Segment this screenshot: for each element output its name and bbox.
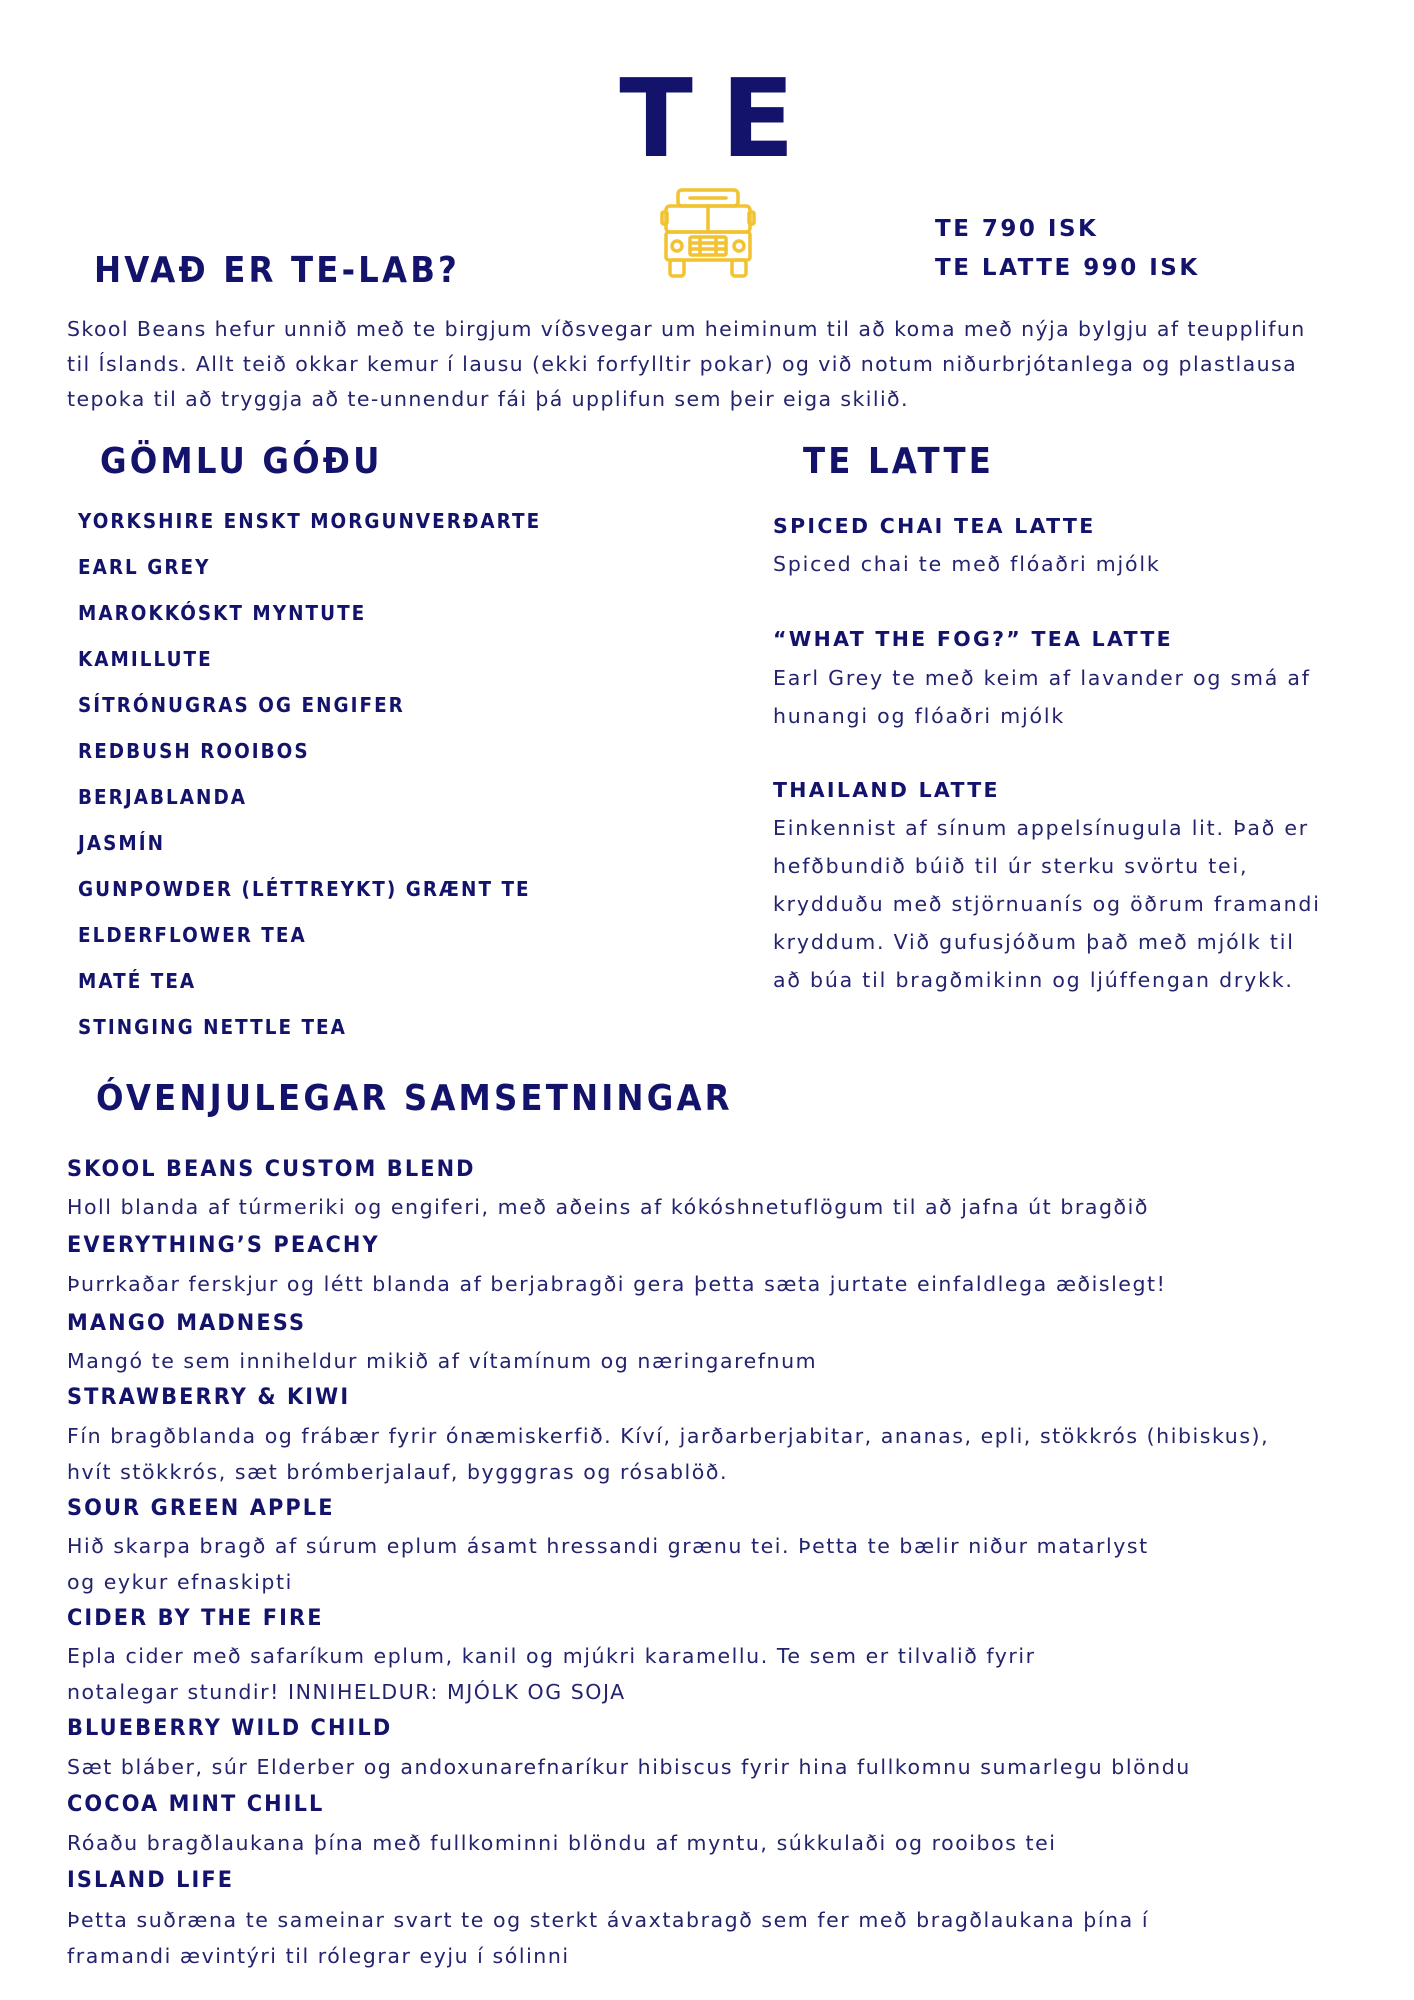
- blend-desc-line: Hið skarpa bragð af súrum eplum ásamt hressandi grænu tei. Þetta te bælir niður matarlyst: [67, 1534, 1149, 1558]
- blend-item-name: SKOOL BEANS CUSTOM BLEND: [67, 1157, 476, 1182]
- blend-item-name: BLUEBERRY WILD CHILD: [67, 1716, 393, 1741]
- intro-line: til Íslands. Allt teið okkar kemur í lausu (ekki forfylltir pokar) og við notum niðurbrjótanlega og plastlausa: [67, 352, 1298, 376]
- classic-tea-item: STINGING NETTLE TEA: [78, 1015, 347, 1039]
- intro-heading: HVAÐ ER TE-LAB?: [94, 250, 461, 291]
- blend-desc-line: Sæt bláber, súr Elderber og andoxunarefnaríkur hibiscus fyrir hina fullkomnu sumarlegu blöndu: [67, 1755, 1191, 1779]
- classic-tea-item: KAMILLUTE: [78, 647, 213, 671]
- unusual-heading: ÓVENJULEGAR SAMSETNINGAR: [96, 1078, 733, 1119]
- latte-item-name: THAILAND LATTE: [773, 778, 1000, 802]
- intro-line: Skool Beans hefur unnið með te birgjum víðsvegar um heiminum til að koma með nýja bylgju af teupplifun: [67, 317, 1306, 341]
- latte-desc-line: Earl Grey te með keim af lavander og smá af: [773, 666, 1311, 690]
- intro-line: tepoka til að tryggja að te-unnendur fái þá upplifun sem þeir eiga skilið.: [67, 387, 909, 411]
- latte-item-description: [773, 659, 1333, 735]
- blend-item-description: [67, 1749, 1387, 1785]
- latte-item-description: [773, 809, 1333, 999]
- classic-tea-item: ELDERFLOWER TEA: [78, 923, 307, 947]
- blend-desc-line: Róaðu bragðlaukana þína með fullkominni blöndu af myntu, súkkulaði og rooibos tei: [67, 1831, 1057, 1855]
- classic-tea-item: BERJABLANDA: [78, 785, 248, 809]
- latte-desc-line: hunangi og flóaðri mjólk: [773, 704, 1066, 728]
- latte-item-name: “WHAT THE FOG?” TEA LATTE: [773, 627, 1173, 651]
- classic-tea-item: YORKSHIRE ENSKT MORGUNVERÐARTE: [78, 509, 542, 533]
- latte-desc-line: krydduðu með stjörnuanís og öðrum framandi: [773, 892, 1321, 916]
- intro-paragraph: [67, 312, 1367, 417]
- blend-desc-line: hvít stökkrós, sæt brómberjalauf, bygggras og rósablöð.: [67, 1460, 729, 1484]
- classics-heading: GÖMLU GÓÐU: [100, 441, 383, 482]
- blend-item-name: SOUR GREEN APPLE: [67, 1496, 335, 1521]
- classic-tea-item: JASMÍN: [78, 831, 166, 855]
- classic-tea-item: SÍTRÓNUGRAS OG ENGIFER: [78, 693, 405, 717]
- page-title: TE: [619, 57, 823, 182]
- classic-tea-item: REDBUSH ROOIBOS: [78, 739, 310, 763]
- price-te: TE 790 ISK: [935, 216, 1099, 242]
- blend-desc-line: og eykur efnaskipti: [67, 1570, 293, 1594]
- blend-desc-line: framandi ævintýri til rólegrar eyju í sólinni: [67, 1944, 570, 1968]
- blend-item-name: STRAWBERRY & KIWI: [67, 1385, 351, 1410]
- latte-heading: TE LATTE: [803, 441, 994, 482]
- classic-tea-item: GUNPOWDER (LÉTTREYKT) GRÆNT TE: [78, 877, 531, 901]
- latte-desc-line: Einkennist af sínum appelsínugula lit. Það er: [773, 816, 1310, 840]
- blend-item-name: CIDER BY THE FIRE: [67, 1606, 324, 1631]
- blend-desc-line: Holl blanda af túrmeriki og engiferi, með aðeins af kókóshnetuflögum til að jafna út bragðið: [67, 1195, 1149, 1219]
- blend-item-description: [67, 1528, 1387, 1600]
- latte-desc-line: Spiced chai te með flóaðri mjólk: [773, 552, 1161, 576]
- blend-desc-line: Þurrkaðar ferskjur og létt blanda af berjabragði gera þetta sæta jurtate einfaldlega æðislegt!: [67, 1272, 1167, 1296]
- latte-desc-line: kryddum. Við gufusjóðum það með mjólk til: [773, 930, 1295, 954]
- blend-desc-line: Fín bragðblanda og frábær fyrir ónæmiskerfið. Kíví, jarðarberjabitar, ananas, epli, stökkrós (hibiskus),: [67, 1424, 1270, 1448]
- price-te-latte: TE LATTE 990 ISK: [935, 255, 1200, 281]
- school-bus-icon: [660, 186, 756, 282]
- latte-desc-line: að búa til bragðmikinn og ljúffengan drykk.: [773, 968, 1294, 992]
- latte-item-description: [773, 545, 1333, 583]
- blend-item-description: [67, 1343, 1387, 1379]
- blend-desc-line: notalegar stundir! INNIHELDUR: MJÓLK OG SOJA: [67, 1680, 626, 1704]
- classic-tea-item: MAROKKÓSKT MYNTUTE: [78, 601, 367, 625]
- blend-item-description: [67, 1266, 1387, 1302]
- classic-tea-item: EARL GREY: [78, 555, 211, 579]
- blend-item-description: [67, 1638, 1387, 1710]
- blend-desc-line: Epla cider með safaríkum eplum, kanil og mjúkri karamellu. Te sem er tilvalið fyrir: [67, 1644, 1036, 1668]
- blend-desc-line: Mangó te sem inniheldur mikið af vítamínum og næringarefnum: [67, 1349, 818, 1373]
- classic-tea-item: MATÉ TEA: [78, 969, 197, 993]
- blend-item-name: ISLAND LIFE: [67, 1868, 235, 1893]
- blend-item-description: [67, 1189, 1387, 1225]
- blend-item-description: [67, 1902, 1387, 1974]
- blend-item-name: COCOA MINT CHILL: [67, 1792, 325, 1817]
- blend-item-description: [67, 1825, 1387, 1861]
- blend-item-description: [67, 1418, 1387, 1490]
- latte-item-name: SPICED CHAI TEA LATTE: [773, 514, 1096, 538]
- blend-desc-line: Þetta suðræna te sameinar svart te og sterkt ávaxtabragð sem fer með bragðlaukana þína í: [67, 1908, 1150, 1932]
- blend-item-name: EVERYTHING’S PEACHY: [67, 1233, 380, 1258]
- blend-item-name: MANGO MADNESS: [67, 1311, 307, 1336]
- latte-desc-line: hefðbundið búið til úr sterku svörtu tei,: [773, 854, 1249, 878]
